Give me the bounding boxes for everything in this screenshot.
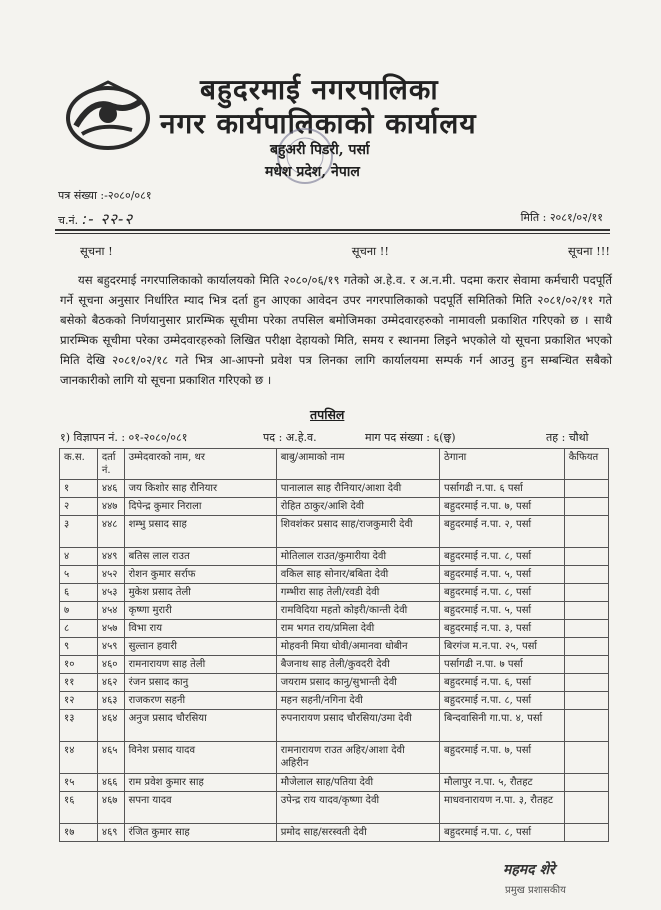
cell-sn: १४ [60, 742, 98, 774]
chalani-number [58, 209, 133, 229]
notice-word-3: सूचना !!! [568, 244, 610, 258]
cell-remarks [564, 584, 608, 602]
cell-parents: महन सहनी/नगिना देवी [276, 692, 439, 710]
cell-remarks [564, 824, 608, 842]
cell-remarks [564, 620, 608, 638]
nepal-emblem-icon [62, 78, 154, 152]
notice-heading-row [80, 244, 610, 259]
cell-parents: वकिल साह सोनार/बबिता देवी [276, 566, 439, 584]
post-name: पद : अ.हे.व. [263, 431, 317, 444]
office-address-line2: मधेश प्रदेश, नेपाल [265, 164, 360, 180]
notice-word-1: सूचना ! [80, 244, 113, 258]
cell-remarks [564, 674, 608, 692]
cell-sn: १७ [60, 824, 98, 842]
cell-darta: ४६५ [97, 742, 124, 774]
cell-parents: पानालाल साह रौनियार/आशा देवी [276, 480, 439, 498]
cell-remarks [564, 656, 608, 674]
office-title-line2: नगर कार्यपालिकाको कार्यालय [160, 107, 477, 140]
cell-name: विनेश प्रसाद यादव [124, 742, 276, 774]
cell-name: राजकरण सहनी [124, 692, 276, 710]
cell-address: बहुदरमाई न.पा. ६, पर्सा [440, 674, 565, 692]
cell-sn: ४ [60, 548, 98, 566]
cell-address: बहुदरमाई न.पा. ५, पर्सा [440, 602, 565, 620]
cell-remarks [564, 602, 608, 620]
cell-sn: ११ [60, 674, 98, 692]
table-row [60, 566, 609, 584]
table-row [60, 516, 609, 548]
cell-remarks [564, 566, 608, 584]
table-row [60, 584, 609, 602]
table-row [60, 774, 609, 792]
col-header-darta: दर्ता नं. [97, 449, 124, 480]
cell-darta: ४६२ [97, 674, 124, 692]
table-row [60, 480, 609, 498]
cell-darta: ४४९ [97, 548, 124, 566]
cell-name: अनुज प्रसाद चौरसिया [124, 710, 276, 742]
cell-sn: १३ [60, 710, 98, 742]
office-title-line1: बहुदरमाई नगरपालिका [200, 73, 439, 106]
cell-name: दिपेन्द्र कुमार निराला [124, 498, 276, 516]
col-header-name: उम्मेदवारको नाम, थर [124, 449, 276, 480]
cell-parents: राम भगत राय/प्रमिला देवी [276, 620, 439, 638]
cell-parents: मोहवनी मिया धोवी/अमानवा धोबीन [276, 638, 439, 656]
cell-address: पर्सागढी न.पा. ७ पर्सा [440, 656, 565, 674]
cell-remarks [564, 774, 608, 792]
cell-darta: ४४७ [97, 498, 124, 516]
cell-address: बहुदरमाई न.पा. ५, पर्सा [440, 566, 565, 584]
col-header-address: ठेगाना [440, 449, 565, 480]
cell-darta: ४५७ [97, 620, 124, 638]
cell-darta: ४६६ [97, 774, 124, 792]
cell-name: जय किशोर साह रौनियार [124, 480, 276, 498]
notice-word-2: सूचना !! [351, 244, 390, 258]
candidate-table [59, 448, 609, 842]
patra-sankhya [58, 188, 152, 203]
cell-address: बहुदरमाई न.पा. ८, पर्सा [440, 548, 565, 566]
cell-remarks [564, 498, 608, 516]
chalani-value: :- २२-२ [82, 210, 134, 228]
cell-parents: रामनारायण राउत अहिर/आशा देवी अहिरीन [276, 742, 439, 774]
cell-remarks [564, 742, 608, 774]
cell-address: पर्सागढी न.पा. ६ पर्सा [440, 480, 565, 498]
cell-darta: ४५२ [97, 566, 124, 584]
table-row [60, 742, 609, 774]
cell-name: कृष्णा मुरारी [124, 602, 276, 620]
cell-name: रंजन प्रसाद कानु [124, 674, 276, 692]
cell-parents: शिवशंकर प्रसाद साह/राजकुमारी देवी [276, 516, 439, 548]
table-row [60, 620, 609, 638]
date-label: मिति : [520, 211, 547, 224]
post-count: माग पद संख्या : ६(छ्व) [365, 431, 456, 444]
cell-name: सपना यादव [124, 792, 276, 824]
cell-parents: मोतिलाल राउत/कुमारीया देवी [276, 548, 439, 566]
cell-remarks [564, 692, 608, 710]
cell-address: बहुदरमाई न.पा. ७, पर्सा [440, 498, 565, 516]
cell-sn: ६ [60, 584, 98, 602]
office-address-line1: बहुअरी पिडरी, पर्सा [270, 142, 370, 158]
table-header-row [60, 449, 609, 480]
cell-darta: ४४६ [97, 480, 124, 498]
table-row [60, 710, 609, 742]
cell-remarks [564, 792, 608, 824]
cell-sn: १२ [60, 692, 98, 710]
cell-darta: ४६४ [97, 710, 124, 742]
patra-label: पत्र संख्या :- [58, 189, 108, 202]
cell-sn: ३ [60, 516, 98, 548]
cell-address: बिरगंज म.न.पा. २५, पर्सा [440, 638, 565, 656]
col-header-parents: बाबु/आमाको नाम [276, 449, 439, 480]
signature-title: प्रमुख प्रशासकीय [505, 885, 566, 896]
date-value: २०८१/०२/११ [549, 211, 603, 224]
table-row [60, 692, 609, 710]
notice-body: यस बहुदरमाई नगरपालिकाको कार्यालयको मिति २०८०/०६/१९ गतेको अ.हे.व. र अ.न.मी. पदमा करार सेवामा कर्मचारी पदपूर्ति गर्ने सूचना अनुसार निर्धारित म्याद भित्र दर्ता हुन आएका आवेदन उपर नगरपालिकाको पदपूर्ति समितिको मिति २०८१/०२/११ गते बसेको बैठकको निर्णयानुसार प्रारम्भिक सूचीमा परेका तपसिल बमोजिमका उम्मेदवारहरुको नामावली प्रकाशित गरिएको छ । साथै प्रारम्भिक सूचीमा परेका उम्मेदवारहरुको लिखित परीक्षा देहायको मिति, समय र स्थानमा लिइने भएकोले यो सूचना प्रकाशित भएको मिति देखि २०८१/०२/१८ गते भित्र आ-आफ्नो प्रवेश पत्र लिनका लागि कार्यालयमा सम्पर्क गर्न आउनु हुन सम्बन्धित सबैको जानकारीको लागि यो सूचना प्रकाशित गरिएको छ । [60, 273, 612, 387]
cell-name: विभा राय [124, 620, 276, 638]
cell-parents: मौजेलाल साह/पतिया देवी [276, 774, 439, 792]
post-level: तह : चौथो [546, 431, 589, 444]
table-row [60, 498, 609, 516]
cell-darta: ४५४ [97, 602, 124, 620]
chalani-label: च.नं. [58, 214, 79, 227]
cell-darta: ४५३ [97, 584, 124, 602]
table-row [60, 548, 609, 566]
cell-name: मुकेश प्रसाद तेली [124, 584, 276, 602]
cell-sn: १५ [60, 774, 98, 792]
cell-parents: बैजनाथ साह तेली/कुवदरी देवी [276, 656, 439, 674]
cell-parents: गम्भीरा साह तेली/रवडी देवी [276, 584, 439, 602]
patra-value: २०८०/०८१ [107, 189, 152, 202]
header-rule-thin [55, 233, 610, 234]
cell-address: बहुदरमाई न.पा. ८, पर्सा [440, 692, 565, 710]
cell-remarks [564, 638, 608, 656]
cell-sn: ५ [60, 566, 98, 584]
cell-parents: प्रमोद साह/सरस्वती देवी [276, 824, 439, 842]
cell-address: बहुदरमाई न.पा. ८, पर्सा [440, 824, 565, 842]
cell-name: रोशन कुमार सर्राफ [124, 566, 276, 584]
cell-name: राम प्रवेश कुमार साह [124, 774, 276, 792]
cell-sn: ९ [60, 638, 98, 656]
table-row [60, 824, 609, 842]
table-row [60, 638, 609, 656]
cell-parents: जयराम प्रसाद कानु/सुभान्ती देवी [276, 674, 439, 692]
cell-address: मौलापुर न.पा. ५, रौतहट [440, 774, 565, 792]
cell-sn: ७ [60, 602, 98, 620]
cell-sn: १० [60, 656, 98, 674]
cell-sn: १६ [60, 792, 98, 824]
cell-darta: ४६० [97, 656, 124, 674]
cell-darta: ४५९ [97, 638, 124, 656]
tapasil-heading: तपसिल [310, 407, 345, 422]
col-header-remarks: कैफियत [564, 449, 608, 480]
cell-address: बहुदरमाई न.पा. २, पर्सा [440, 516, 565, 548]
cell-parents: रामविदिया महतो कोइरी/कान्ती देवी [276, 602, 439, 620]
cell-darta: ४६७ [97, 792, 124, 824]
cell-remarks [564, 480, 608, 498]
cell-darta: ४६९ [97, 824, 124, 842]
date [521, 210, 603, 225]
vigyapan-number: १) विज्ञापन नं. : ०१-२०८०/०८१ [60, 431, 188, 444]
table-row [60, 674, 609, 692]
cell-parents: उपेन्द्र राय यादव/कृष्णा देवी [276, 792, 439, 824]
cell-address: माधवनारायण न.पा. ३, रौतहट [440, 792, 565, 824]
col-header-sn: क.स. [60, 449, 98, 480]
table-row [60, 792, 609, 824]
cell-remarks [564, 516, 608, 548]
cell-name: सुल्तान हवारी [124, 638, 276, 656]
cell-address: बहुदरमाई न.पा. ७, पर्सा [440, 742, 565, 774]
cell-remarks [564, 548, 608, 566]
cell-remarks [564, 710, 608, 742]
cell-address: बिन्दवासिनी गा.पा. ४, पर्सा [440, 710, 565, 742]
cell-parents: रुपनारायण प्रसाद चौरसिया/उमा देवी [276, 710, 439, 742]
cell-darta: ४४८ [97, 516, 124, 548]
table-row [60, 656, 609, 674]
signature-name: महमद शेरे [503, 862, 555, 878]
cell-address: बहुदरमाई न.पा. ८, पर्सा [440, 584, 565, 602]
cell-sn: २ [60, 498, 98, 516]
cell-parents: रोहित ठाकुर/आशि देवी [276, 498, 439, 516]
cell-name: बतिस लाल राउत [124, 548, 276, 566]
cell-sn: १ [60, 480, 98, 498]
cell-sn: ८ [60, 620, 98, 638]
cell-address: बहुदरमाई न.पा. ३, पर्सा [440, 620, 565, 638]
table-row [60, 602, 609, 620]
header-rule [55, 229, 610, 231]
cell-darta: ४६३ [97, 692, 124, 710]
cell-name: रंजित कुमार साह [124, 824, 276, 842]
cell-name: रामनारायण साह तेली [124, 656, 276, 674]
cell-name: शम्भु प्रसाद साह [124, 516, 276, 548]
